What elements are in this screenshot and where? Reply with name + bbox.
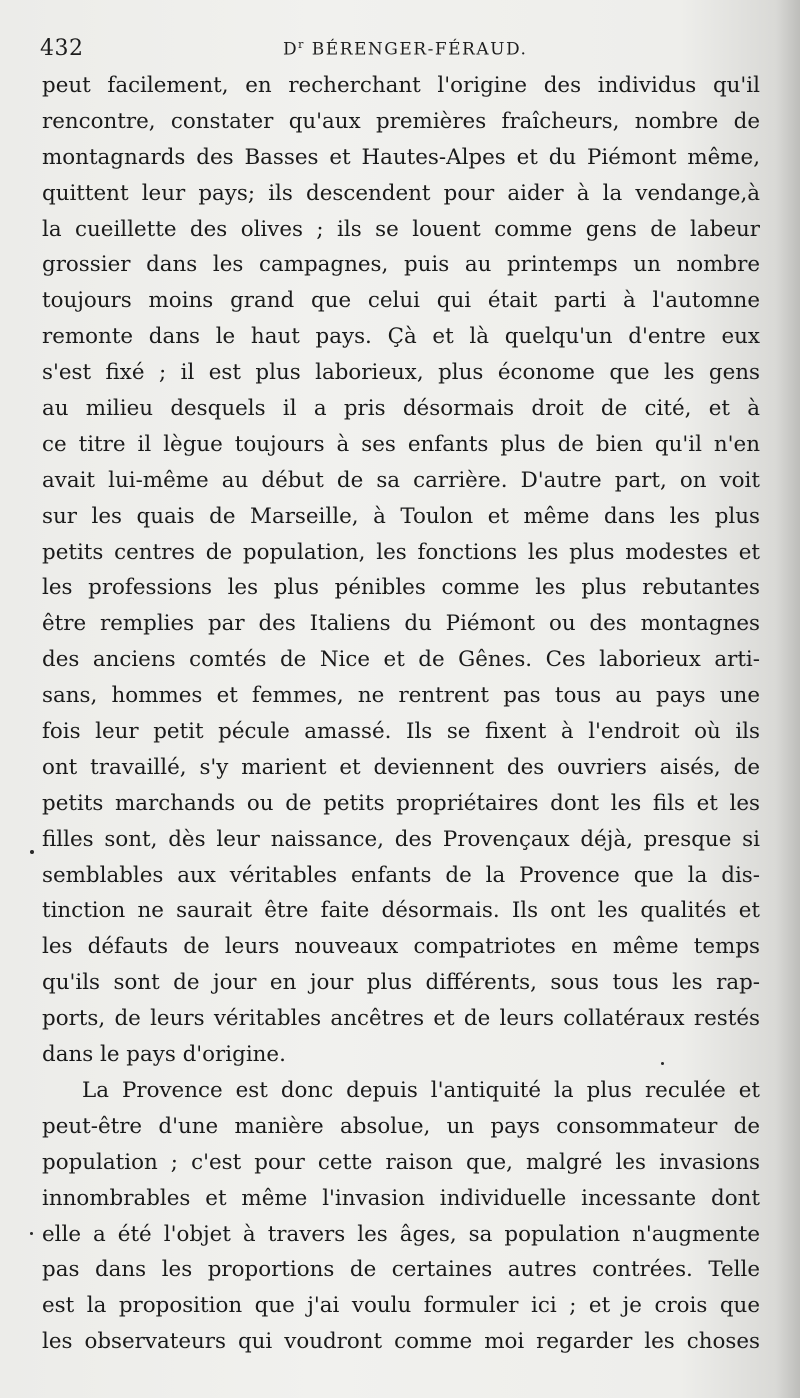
author-name: BÉRENGER-FÉRAUD. <box>304 39 528 60</box>
text-line: semblables aux véritables enfants de la Provence que la dis- <box>42 862 760 888</box>
text-line: au milieu desquels il a pris désormais droit de cité, et à <box>42 396 760 422</box>
text-line: s'est fixé ; il est plus laborieux, plus économe que les gens <box>42 360 760 386</box>
text-line: fois leur petit pécule amassé. Ils se fixent à l'endroit où ils <box>42 719 760 745</box>
text-line: la cueillette des olives ; ils se louent comme gens de labeur <box>42 216 760 242</box>
text-line: ont travaillé, s'y marient et deviennent des ouvriers aisés, de <box>42 754 760 780</box>
text-line: sur les quais de Marseille, à Toulon et même dans les plus <box>42 503 760 529</box>
text-line: montagnards des Basses et Hautes-Alpes et du Piémont même, <box>42 144 760 170</box>
text-line: être remplies par des Italiens du Piémont ou des montagnes <box>42 611 760 637</box>
text-line: innombrables et même l'invasion individuelle incessante dont <box>42 1185 760 1211</box>
text-line: avait lui-même au début de sa carrière. D'autre part, on voit <box>42 467 760 493</box>
text-line: elle a été l'objet à travers les âges, sa population n'augmente <box>42 1221 760 1247</box>
text-line: pas dans les proportions de certaines autres contrées. Telle <box>42 1257 760 1283</box>
ink-speck <box>30 1232 33 1235</box>
text-line: toujours moins grand que celui qui était parti à l'automne <box>42 288 760 314</box>
text-line: peut-être d'une manière absolue, un pays consommateur de <box>42 1113 760 1139</box>
author-prefix: D <box>283 39 299 60</box>
text-line: les observateurs qui voudront comme moi regarder les choses <box>42 1329 760 1355</box>
text-line: La Provence est donc depuis l'antiquité la plus reculée et <box>82 1077 760 1103</box>
text-line: des anciens comtés de Nice et de Gênes. Ces laborieux arti- <box>42 647 760 673</box>
text-line: est la proposition que j'ai voulu formuler ici ; et je crois que <box>42 1293 760 1319</box>
ink-speck <box>661 1062 664 1065</box>
text-line: ce titre il lègue toujours à ses enfants plus de bien qu'il n'en <box>42 431 760 457</box>
text-line: filles sont, dès leur naissance, des Provençaux déjà, presque si <box>42 826 760 852</box>
paragraph <box>42 1073 760 1360</box>
text-line: petits marchands ou de petits propriétaires dont les fils et les <box>42 790 760 816</box>
running-head <box>40 36 760 70</box>
text-line: ports, de leurs véritables ancêtres et de leurs collatéraux restés <box>42 1006 760 1032</box>
text-line: les professions les plus pénibles comme les plus rebutantes <box>42 575 760 601</box>
text-line: tinction ne saurait être faite désormais. Ils ont les qualités et <box>42 898 760 924</box>
text-line: dans le pays d'origine. <box>42 1042 286 1068</box>
text-line: qu'ils sont de jour en jour plus différents, sous tous les rap- <box>42 970 760 996</box>
page-number: 432 <box>40 36 84 61</box>
text-line: petits centres de population, les fonctions les plus modestes et <box>42 539 760 565</box>
text-line: grossier dans les campagnes, puis au printemps un nombre <box>42 252 760 278</box>
text-line: peut facilement, en recherchant l'origine des individus qu'il <box>42 73 760 98</box>
running-head-author <box>283 38 527 60</box>
text-line: sans, hommes et femmes, ne rentrent pas tous au pays une <box>42 683 760 709</box>
paragraph <box>42 68 760 1073</box>
author-prefix-superscript: r <box>298 38 305 51</box>
text-line: les défauts de leurs nouveaux compatriotes en même temps <box>42 934 760 960</box>
text-line: quittent leur pays; ils descendent pour aider à la vendange,à <box>42 180 760 206</box>
text-line: rencontre, constater qu'aux premières fraîcheurs, nombre de <box>42 108 760 134</box>
text-line: remonte dans le haut pays. Çà et là quelqu'un d'entre eux <box>42 324 760 350</box>
ink-speck <box>30 850 34 854</box>
text-line: population ; c'est pour cette raison que, malgré les invasions <box>42 1149 760 1175</box>
body-text <box>42 68 760 1360</box>
